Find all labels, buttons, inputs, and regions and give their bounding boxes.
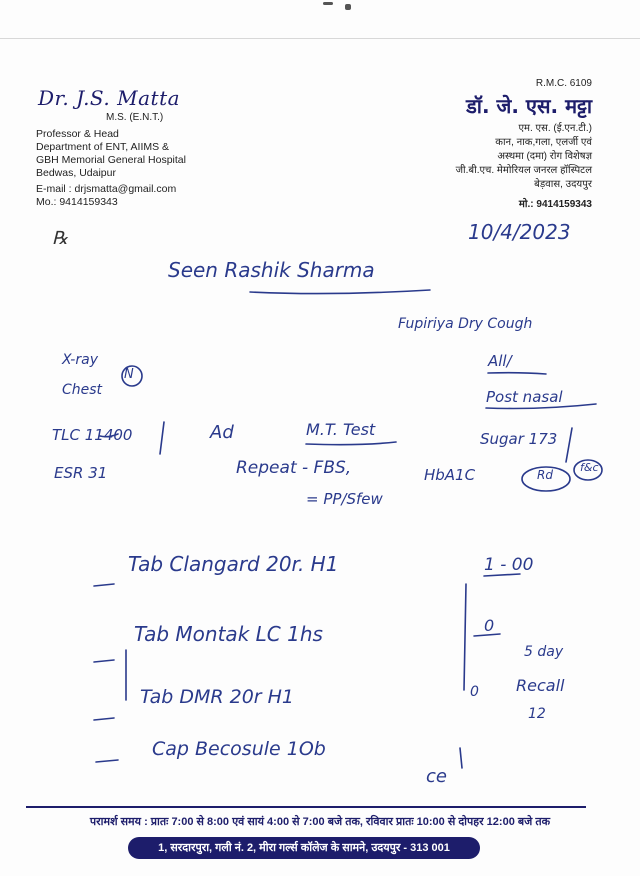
underline-stroke [486,404,596,409]
rx-symbol: ℞ [52,228,69,249]
underline-stroke [306,442,396,445]
circle-stroke [574,460,602,480]
hw-investigation: X-ray [62,352,98,368]
hw-complaint: Fupiriya Dry Cough [398,316,533,332]
hw-side-note: 5 day [524,644,564,660]
hw-esr: ESR 31 [54,464,108,482]
underline-stroke [488,373,546,374]
hw-patient-name: Seen Rashik Sharma [168,258,375,282]
hw-advice: HbA1C [424,466,476,484]
hindi-detail-line: कान, नाक,गला, एलर्जी एवं [495,137,592,148]
dash-stroke [96,760,118,762]
affiliation-line: GBH Memorial General Hospital [36,154,186,166]
hw-advice: M.T. Test [306,420,376,439]
bracket-stroke [464,584,466,690]
doctor-name-hindi: डॉ. जे. एस. मट्टा [466,94,592,118]
dash-stroke [94,660,114,662]
hw-medicine-line: Tab Clangard 20r. H1 [128,552,339,576]
hw-investigation: Chest [62,382,103,398]
hw-medicine-line: Cap Becosule 1Ob [152,738,326,760]
doctor-email: E-mail : drjsmatta@gmail.com [36,183,177,195]
hw-date: 10/4/2023 [468,220,571,244]
affiliation-line: Professor & Head [36,128,119,140]
doctor-mobile-hindi: मो.: 9414159343 [518,199,592,210]
hw-result-normal: N [124,367,134,382]
registration-number: R.M.C. 6109 [535,78,592,89]
hw-sugar: Sugar 173 [480,430,558,448]
hindi-detail-line: बेड़वास, उदयपुर [534,179,592,190]
dash-stroke [460,748,462,768]
doctor-degree-hindi: एम. एस. (ई.एन.टी.) [518,123,592,134]
doctor-degree-english: M.S. (E.N.T.) [106,112,164,123]
hw-medicine-line: Tab DMR 20r H1 [140,686,295,708]
footer-divider [26,806,586,808]
affiliation-line: Department of ENT, AIIMS & [36,141,170,153]
hw-advice: Ad [210,422,234,443]
hw-medicine-dose: 0 [470,684,479,700]
hw-complaint: Post nasal [486,388,563,406]
circle-stroke [522,467,570,491]
underline-stroke [474,634,500,636]
affiliation-line: Bedwas, Udaipur [36,167,116,179]
hw-rd: Rd [537,468,553,482]
hindi-detail-line: जी.बी.एच. मेमोरियल जनरल हॉस्पिटल [455,165,592,176]
hw-medicine-dose: 0 [484,616,495,635]
hw-medicine-dose: 1 - 00 [484,555,534,575]
bracket-stroke [566,428,572,462]
hw-signature: ce [426,766,447,787]
hw-advice: Repeat - FBS, [236,458,352,478]
underline-stroke [100,434,118,437]
hw-advice: = PP/Sfew [306,490,383,508]
hindi-detail-line: अस्थमा (दमा) रोग विशेषज्ञ [497,151,592,162]
hw-medicine-line: Tab Montak LC 1hs [134,622,323,646]
doctor-mobile: Mo.: 9414159343 [36,196,118,208]
bracket-stroke [160,422,164,454]
hw-side-note: Recall [516,676,565,695]
dash-stroke [94,584,114,586]
underline-stroke [484,574,520,576]
dash-stroke [94,718,114,720]
circle-stroke [122,366,142,386]
clinic-address: 1, सरदारपुरा, गली नं. 2, मीरा गर्ल्स कॉलेज के सामने, उदयपुर - 313 001 [128,837,480,859]
hw-complaint: All/ [488,352,512,370]
hw-fc: f&c [580,461,599,474]
consultation-timing: परामर्श समय : प्रातः 7:00 से 8:00 एवं सायं 4:00 से 7:00 बजे तक, रविवार प्रातः 10:00 से दोपहर 12:00 बजे तक [89,816,551,828]
doctor-name-english: Dr. J.S. Matta [38,86,181,110]
hw-tlc: TLC 11400 [52,426,133,444]
hw-side-note: 12 [528,706,546,722]
underline-stroke [250,290,430,294]
